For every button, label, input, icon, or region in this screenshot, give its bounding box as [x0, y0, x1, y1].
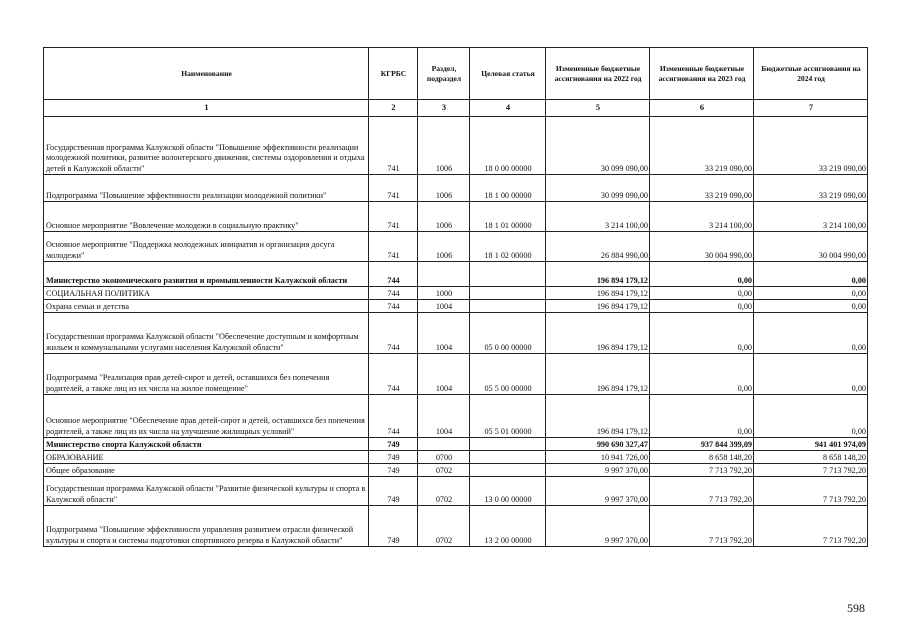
row-amount-2023: 30 004 990,00	[650, 232, 754, 262]
column-number-row	[44, 100, 868, 117]
table-body	[44, 117, 868, 547]
row-amount-2022: 26 884 990,00	[546, 232, 650, 262]
row-amount-2024: 33 219 090,00	[754, 117, 868, 175]
row-amount-2023: 33 219 090,00	[650, 117, 754, 175]
row-amount-2024: 0,00	[754, 313, 868, 354]
row-amount-2023: 0,00	[650, 287, 754, 300]
row-amount-2023: 7 713 792,20	[650, 477, 754, 506]
header-2024: Бюджетные ассигнования на 2024 год	[754, 48, 868, 100]
header-target: Целевая статья	[470, 48, 546, 100]
row-name: Основное мероприятие "Вовлечение молодежи в социальную практику"	[44, 202, 369, 232]
row-amount-2022: 3 214 100,00	[546, 202, 650, 232]
row-target: 05 5 00 00000	[470, 354, 546, 395]
row-name: Основное мероприятие "Поддержка молодежных инициатив и организация досуга молодежи"	[44, 232, 369, 262]
row-section: 0702	[418, 464, 470, 477]
table-row	[44, 202, 868, 232]
row-amount-2024: 7 713 792,20	[754, 464, 868, 477]
header-2022: Измененные бюджетные ассигнования на 2022 год	[546, 48, 650, 100]
table-row	[44, 117, 868, 175]
row-amount-2024: 0,00	[754, 395, 868, 438]
table-row	[44, 451, 868, 464]
row-kgrbs: 749	[369, 506, 418, 547]
row-kgrbs: 741	[369, 202, 418, 232]
row-amount-2023: 8 658 148,20	[650, 451, 754, 464]
row-amount-2024: 0,00	[754, 354, 868, 395]
table-row	[44, 313, 868, 354]
row-name: Государственная программа Калужской области "Повышение эффективности реализации молодежной политики, развитие волонтерского движения, системы оздоровления и отдыха детей в Калужской области"	[44, 117, 369, 175]
table-row	[44, 287, 868, 300]
table-row	[44, 438, 868, 451]
table-row	[44, 262, 868, 287]
row-kgrbs: 749	[369, 438, 418, 451]
row-kgrbs: 744	[369, 287, 418, 300]
row-name: Государственная программа Калужской области "Обеспечение доступным и комфортным жильем и коммунальными услугами населения Калужской области"	[44, 313, 369, 354]
row-kgrbs: 741	[369, 232, 418, 262]
row-amount-2024: 8 658 148,20	[754, 451, 868, 464]
row-target: 13 0 00 00000	[470, 477, 546, 506]
row-section	[418, 262, 470, 287]
row-amount-2024: 3 214 100,00	[754, 202, 868, 232]
column-number: 4	[470, 100, 546, 117]
row-section: 0700	[418, 451, 470, 464]
row-section: 0702	[418, 477, 470, 506]
row-amount-2023: 0,00	[650, 313, 754, 354]
row-amount-2023: 937 844 399,09	[650, 438, 754, 451]
table-row	[44, 464, 868, 477]
row-amount-2022: 9 997 370,00	[546, 506, 650, 547]
row-amount-2022: 196 894 179,12	[546, 354, 650, 395]
page-number: 598	[847, 601, 865, 615]
row-amount-2024: 0,00	[754, 262, 868, 287]
table-row	[44, 175, 868, 202]
row-kgrbs: 744	[369, 354, 418, 395]
row-section: 1006	[418, 117, 470, 175]
row-section: 1004	[418, 354, 470, 395]
table-row	[44, 506, 868, 547]
row-section: 1000	[418, 287, 470, 300]
row-amount-2022: 9 997 370,00	[546, 464, 650, 477]
row-target: 18 1 00 00000	[470, 175, 546, 202]
row-amount-2022: 196 894 179,12	[546, 395, 650, 438]
row-amount-2023: 33 219 090,00	[650, 175, 754, 202]
row-name: Подпрограмма "Повышение эффективности управления развитием отрасли физической культуры и спорта и системы подготовки спортивного резерва в Калужской области"	[44, 506, 369, 547]
row-target: 05 5 01 00000	[470, 395, 546, 438]
row-name: Общее образование	[44, 464, 369, 477]
row-target	[470, 262, 546, 287]
row-amount-2022: 9 997 370,00	[546, 477, 650, 506]
row-name: Основное мероприятие "Обеспечение прав детей-сирот и детей, оставшихся без попечения родителей, а также лиц из их числа на улучшение жилищных условий"	[44, 395, 369, 438]
row-amount-2022: 30 099 090,00	[546, 117, 650, 175]
row-amount-2024: 7 713 792,20	[754, 477, 868, 506]
budget-table	[43, 47, 868, 547]
row-name: ОБРАЗОВАНИЕ	[44, 451, 369, 464]
row-amount-2022: 196 894 179,12	[546, 262, 650, 287]
row-amount-2022: 196 894 179,12	[546, 287, 650, 300]
header-section: Раздел, подраздел	[418, 48, 470, 100]
row-section: 1006	[418, 202, 470, 232]
row-kgrbs: 744	[369, 262, 418, 287]
row-amount-2024: 7 713 792,20	[754, 506, 868, 547]
row-target	[470, 464, 546, 477]
row-target: 18 1 02 00000	[470, 232, 546, 262]
row-amount-2023: 0,00	[650, 300, 754, 313]
row-name: Подпрограмма "Повышение эффективности реализации молодежной политики"	[44, 175, 369, 202]
row-amount-2022: 10 941 726,00	[546, 451, 650, 464]
row-amount-2022: 30 099 090,00	[546, 175, 650, 202]
row-section: 0702	[418, 506, 470, 547]
header-2023: Измененные бюджетные ассигнования на 2023 год	[650, 48, 754, 100]
column-number: 7	[754, 100, 868, 117]
column-number: 6	[650, 100, 754, 117]
table-row	[44, 354, 868, 395]
column-number: 1	[44, 100, 369, 117]
row-target	[470, 300, 546, 313]
row-section: 1006	[418, 175, 470, 202]
row-target: 18 0 00 00000	[470, 117, 546, 175]
row-amount-2023: 7 713 792,20	[650, 464, 754, 477]
row-amount-2023: 0,00	[650, 262, 754, 287]
row-amount-2024: 941 401 974,09	[754, 438, 868, 451]
row-amount-2023: 3 214 100,00	[650, 202, 754, 232]
row-kgrbs: 744	[369, 300, 418, 313]
row-amount-2023: 7 713 792,20	[650, 506, 754, 547]
column-number: 2	[369, 100, 418, 117]
row-kgrbs: 744	[369, 395, 418, 438]
row-amount-2024: 0,00	[754, 287, 868, 300]
row-target	[470, 287, 546, 300]
row-amount-2022: 196 894 179,12	[546, 313, 650, 354]
row-section: 1006	[418, 232, 470, 262]
row-amount-2024: 33 219 090,00	[754, 175, 868, 202]
table-row	[44, 395, 868, 438]
table-row	[44, 477, 868, 506]
row-section: 1004	[418, 313, 470, 354]
column-number: 3	[418, 100, 470, 117]
row-amount-2023: 0,00	[650, 395, 754, 438]
row-amount-2022: 990 690 327,47	[546, 438, 650, 451]
column-number: 5	[546, 100, 650, 117]
row-kgrbs: 741	[369, 117, 418, 175]
table-header	[44, 48, 868, 117]
row-name: Охрана семьи и детства	[44, 300, 369, 313]
header-kgrbs: КГРБС	[369, 48, 418, 100]
row-name: Подпрограмма "Реализация прав детей-сирот и детей, оставшихся без попечения родителей, а также лиц из их числа на жилое помещение"	[44, 354, 369, 395]
row-amount-2022: 196 894 179,12	[546, 300, 650, 313]
header-name: Наименование	[44, 48, 369, 100]
row-name: Министерство экономического развития и промышленности Калужской области	[44, 262, 369, 287]
row-kgrbs: 749	[369, 451, 418, 464]
row-target: 13 2 00 00000	[470, 506, 546, 547]
row-kgrbs: 744	[369, 313, 418, 354]
row-name: Государственная программа Калужской области "Развитие физической культуры и спорта в Калужской области"	[44, 477, 369, 506]
row-target	[470, 451, 546, 464]
row-kgrbs: 749	[369, 464, 418, 477]
table-row	[44, 232, 868, 262]
row-amount-2023: 0,00	[650, 354, 754, 395]
row-section: 1004	[418, 395, 470, 438]
row-target	[470, 438, 546, 451]
row-kgrbs: 749	[369, 477, 418, 506]
row-section: 1004	[418, 300, 470, 313]
row-name: СОЦИАЛЬНАЯ ПОЛИТИКА	[44, 287, 369, 300]
header-row	[44, 48, 868, 100]
row-target: 18 1 01 00000	[470, 202, 546, 232]
row-kgrbs: 741	[369, 175, 418, 202]
row-amount-2024: 0,00	[754, 300, 868, 313]
row-section	[418, 438, 470, 451]
row-target: 05 0 00 00000	[470, 313, 546, 354]
row-name: Министерство спорта Калужской области	[44, 438, 369, 451]
row-amount-2024: 30 004 990,00	[754, 232, 868, 262]
table-row	[44, 300, 868, 313]
